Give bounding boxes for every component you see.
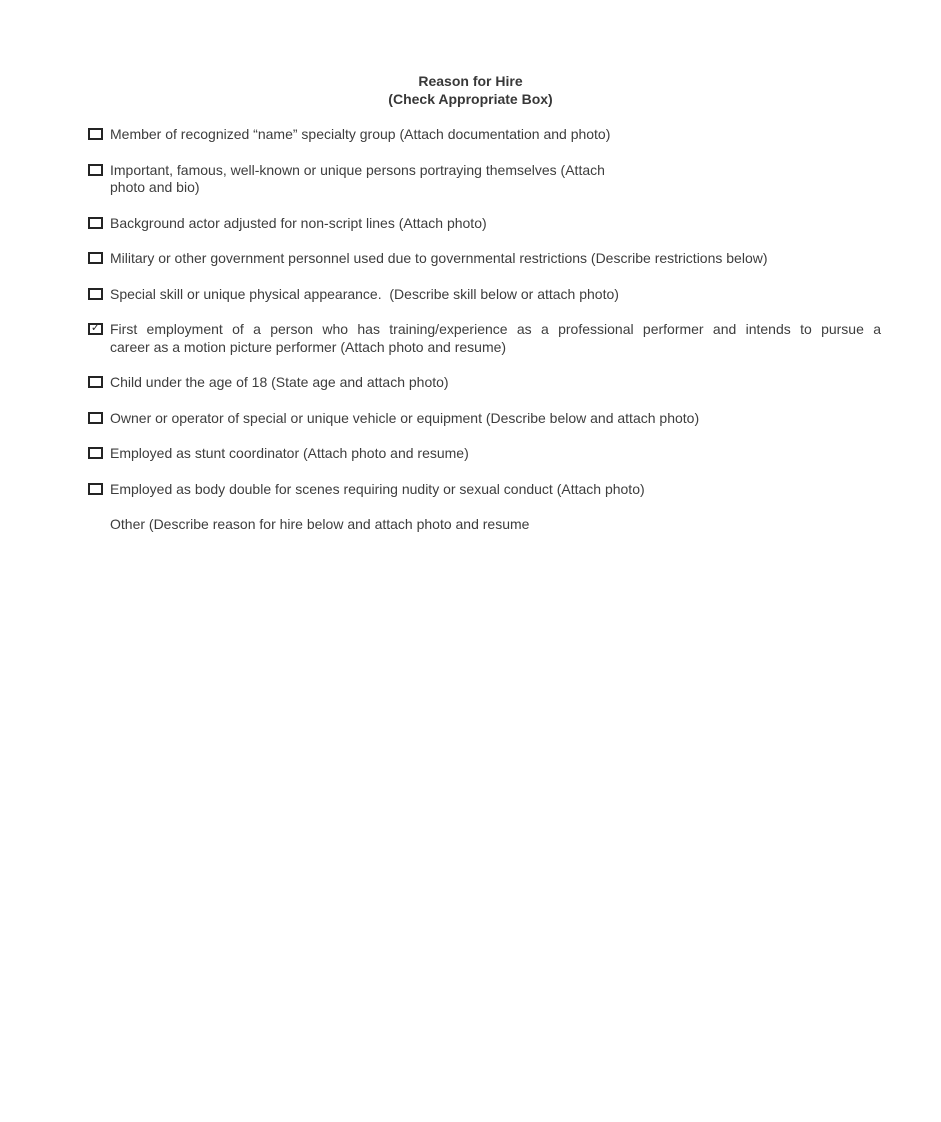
item-text-line: Owner or operator of special or unique vehicle or equipment (Describe below and attach photo) xyxy=(110,409,700,426)
item-child-under-18 xyxy=(0,374,941,392)
checkmark xyxy=(90,411,101,423)
item-label xyxy=(110,374,881,392)
item-label xyxy=(110,481,881,499)
checkmark: ✓ xyxy=(90,322,101,334)
checkbox-military-personnel[interactable] xyxy=(88,252,103,264)
item-body-double xyxy=(0,481,941,499)
checkmark xyxy=(90,375,101,387)
checkbox-name-specialty-group[interactable] xyxy=(88,128,103,140)
checkmark xyxy=(90,127,101,139)
item-text-line: Background actor adjusted for non-script lines (Attach photo) xyxy=(110,214,487,231)
checkmark xyxy=(90,446,101,458)
checkbox-first-employment[interactable] xyxy=(88,323,103,335)
checkmark xyxy=(90,482,101,494)
checkmark xyxy=(90,251,101,263)
item-text-line: career as a motion picture performer (Attach photo and resume) xyxy=(110,338,507,355)
checkbox-vehicle-equipment-owner[interactable] xyxy=(88,412,103,424)
checkmark xyxy=(90,163,101,175)
form-subtitle: (Check Appropriate Box) xyxy=(388,91,553,107)
item-label xyxy=(110,162,881,197)
checkbox-child-under-18[interactable] xyxy=(88,376,103,388)
item-name-specialty-group xyxy=(0,126,941,144)
item-vehicle-equipment-owner xyxy=(0,410,941,428)
item-text-line: Employed as body double for scenes requiring nudity or sexual conduct (Attach photo) xyxy=(110,480,645,497)
checkmark xyxy=(90,287,101,299)
checkbox-special-skill[interactable] xyxy=(88,288,103,300)
item-label xyxy=(110,410,881,428)
checkbox-stunt-coordinator[interactable] xyxy=(88,447,103,459)
checkbox-background-actor[interactable] xyxy=(88,217,103,229)
item-label xyxy=(110,250,881,268)
checkbox-spacer xyxy=(88,516,110,528)
item-text-line: Important, famous, well-known or unique persons portraying themselves (Attach xyxy=(110,161,605,178)
item-text-line: Special skill or unique physical appearance. (Describe skill below or attach photo) xyxy=(110,285,619,302)
item-special-skill xyxy=(0,286,941,304)
item-first-employment xyxy=(0,321,941,356)
item-text-line: Military or other government personnel used due to governmental restrictions (Describe restrictions below) xyxy=(110,250,768,266)
item-label xyxy=(110,321,881,356)
item-other xyxy=(0,516,941,534)
item-stunt-coordinator xyxy=(0,445,941,463)
checkmark xyxy=(90,216,101,228)
item-label xyxy=(110,286,881,304)
item-label xyxy=(110,445,881,463)
item-text-line: Other (Describe reason for hire below and attach photo and resume xyxy=(110,516,530,532)
checkbox-body-double[interactable] xyxy=(88,483,103,495)
item-label xyxy=(110,516,881,534)
form-title: Reason for Hire xyxy=(418,73,523,89)
item-text-line: Employed as stunt coordinator (Attach photo and resume) xyxy=(110,445,469,461)
item-text-line: Child under the age of 18 (State age and attach photo) xyxy=(110,374,449,390)
item-background-actor xyxy=(0,215,941,233)
item-text-line: photo and bio) xyxy=(110,179,200,195)
reason-for-hire-list xyxy=(0,126,941,534)
item-famous-persons xyxy=(0,162,941,197)
item-military-personnel xyxy=(0,250,941,268)
item-label xyxy=(110,215,881,233)
checkbox-famous-persons[interactable] xyxy=(88,164,103,176)
item-label xyxy=(110,126,881,144)
item-text-line: First employment of a person who has training/experience as a professional performer and intends to pursue a xyxy=(110,321,881,337)
form-header xyxy=(0,0,941,108)
item-text-line: Member of recognized “name” specialty group (Attach documentation and photo) xyxy=(110,126,611,142)
